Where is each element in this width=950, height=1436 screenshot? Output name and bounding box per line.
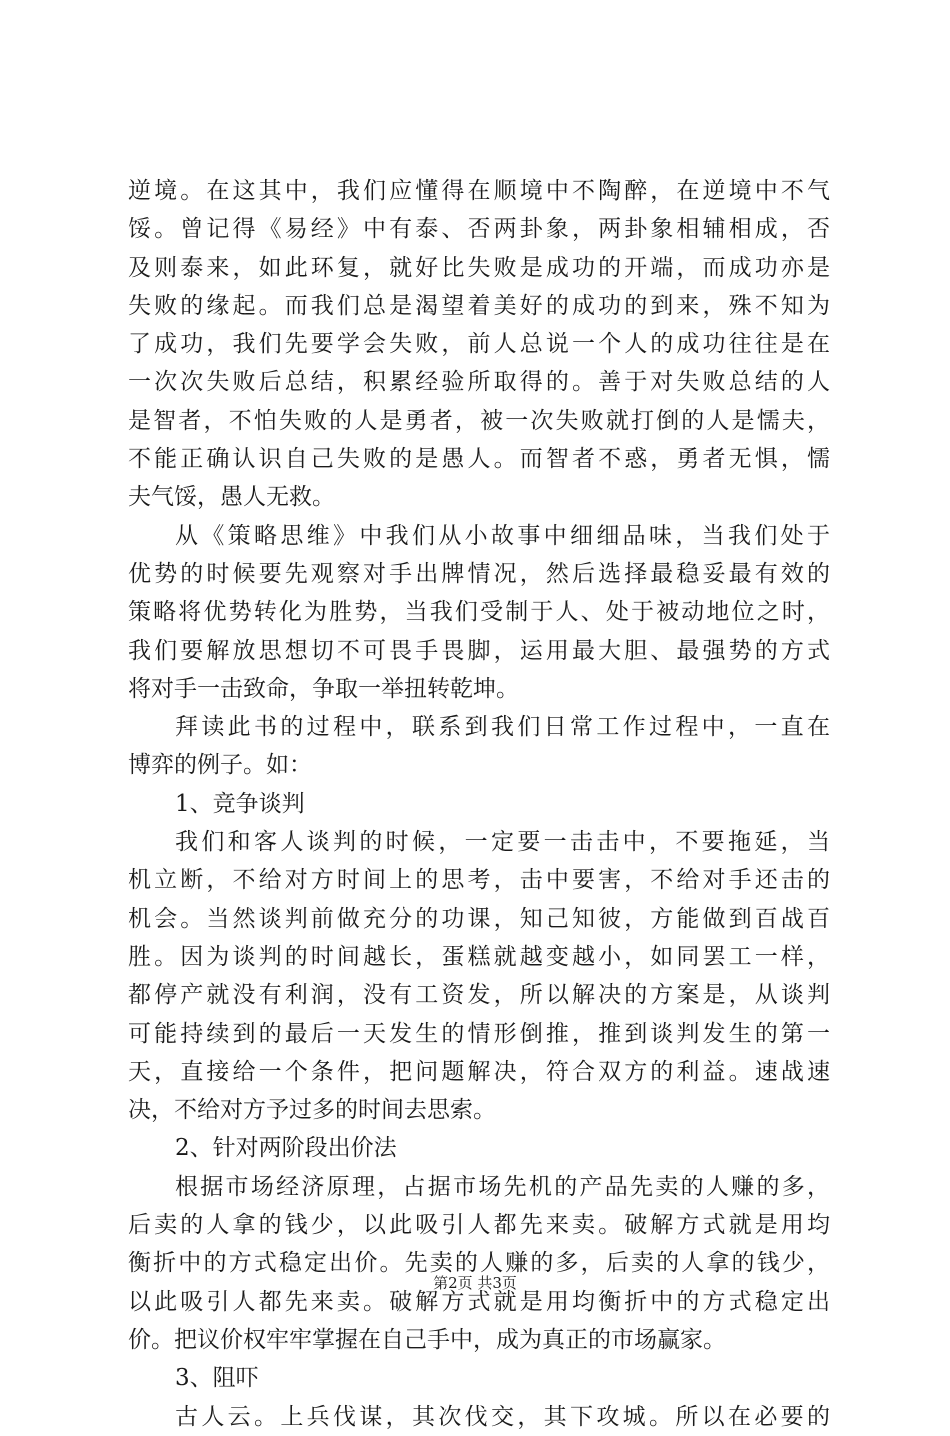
section-heading: 1、竞争谈判 (175, 790, 305, 817)
paragraph-line: 及则泰来，如此环复，就好比失败是成功的开端，而成功亦是 (128, 254, 830, 281)
paragraph-line: 是智者，不怕失败的人是勇者，被一次失败就打倒的人是懦夫， (128, 407, 830, 434)
paragraph-line: 衡折中的方式稳定出价。先卖的人赚的多，后卖的人拿的钱少， (128, 1250, 830, 1277)
paragraph-line: 从《策略思维》中我们从小故事中细细品味，当我们处于 (175, 522, 830, 549)
paragraph-line: 不能正确认识自己失败的是愚人。而智者不惑，勇者无惧，懦 (128, 446, 830, 473)
paragraph-line: 机会。当然谈判前做充分的功课，知己知彼，方能做到百战百 (128, 905, 830, 932)
paragraph-line: 拜读此书的过程中，联系到我们日常工作过程中，一直在 (175, 714, 830, 741)
paragraph-line: 逆境。在这其中，我们应懂得在顺境中不陶醉，在逆境中不气 (128, 178, 830, 204)
section-heading: 2、针对两阶段出价法 (175, 1135, 397, 1162)
paragraph-line: 博弈的例子。如： (128, 752, 312, 779)
paragraph-line: 决，不给对方予过多的时间去思索。 (128, 1097, 496, 1124)
paragraph-line: 失败的缘起。而我们总是渴望着美好的成功的到来，殊不知为 (128, 292, 830, 319)
paragraph-line: 了成功，我们先要学会失败，前人总说一个人的成功往往是在 (128, 331, 830, 358)
paragraph-line: 天，直接给一个条件，把问题解决，符合双方的利益。速战速 (128, 1058, 830, 1085)
paragraph-line: 我们和客人谈判的时候，一定要一击击中，不要拖延，当 (175, 829, 830, 856)
paragraph-line: 将对手一击致命，争取一举扭转乾坤。 (128, 675, 519, 702)
paragraph-line: 策略将优势转化为胜势，当我们受制于人、处于被动地位之时， (128, 599, 830, 626)
page-footer: 第2页 共3页 (433, 1274, 517, 1292)
paragraph-line: 我们要解放思想切不可畏手畏脚，运用最大胆、最强势的方式 (128, 637, 830, 664)
paragraph-line: 夫气馁，愚人无救。 (128, 484, 335, 511)
paragraph-line: 可能持续到的最后一天发生的情形倒推，推到谈判发生的第一 (128, 1020, 830, 1047)
paragraph-line: 优势的时候要先观察对手出牌情况，然后选择最稳妥最有效的 (128, 560, 830, 587)
paragraph-line: 根据市场经济原理，占据市场先机的产品先卖的人赚的多， (175, 1173, 830, 1200)
paragraph-line: 都停产就没有利润，没有工资发，所以解决的方案是，从谈判 (128, 982, 830, 1009)
paragraph-line: 胜。因为谈判的时间越长，蛋糕就越变越小，如同罢工一样， (128, 943, 830, 970)
paragraph-line: 馁。曾记得《易经》中有泰、否两卦象，两卦象相辅相成，否 (128, 216, 830, 243)
paragraph-line: 以此吸引人都先来卖。破解方式就是用均衡折中的方式稳定出 (128, 1288, 830, 1315)
paragraph-line: 古人云。上兵伐谋，其次伐交，其下攻城。所以在必要的 (175, 1403, 830, 1430)
body-text (128, 172, 830, 1436)
paragraph-line: 后卖的人拿的钱少，以此吸引人都先来卖。破解方式就是用均 (128, 1212, 830, 1239)
section-heading: 3、阻吓 (175, 1365, 259, 1392)
paragraph-line: 机立断，不给对方时间上的思考，击中要害，不给对手还击的 (128, 867, 830, 894)
paragraph-line: 一次次失败后总结，积累经验所取得的。善于对失败总结的人 (128, 369, 830, 396)
paragraph-line: 价。把议价权牢牢掌握在自己手中，成为真正的市场赢家。 (128, 1326, 726, 1353)
